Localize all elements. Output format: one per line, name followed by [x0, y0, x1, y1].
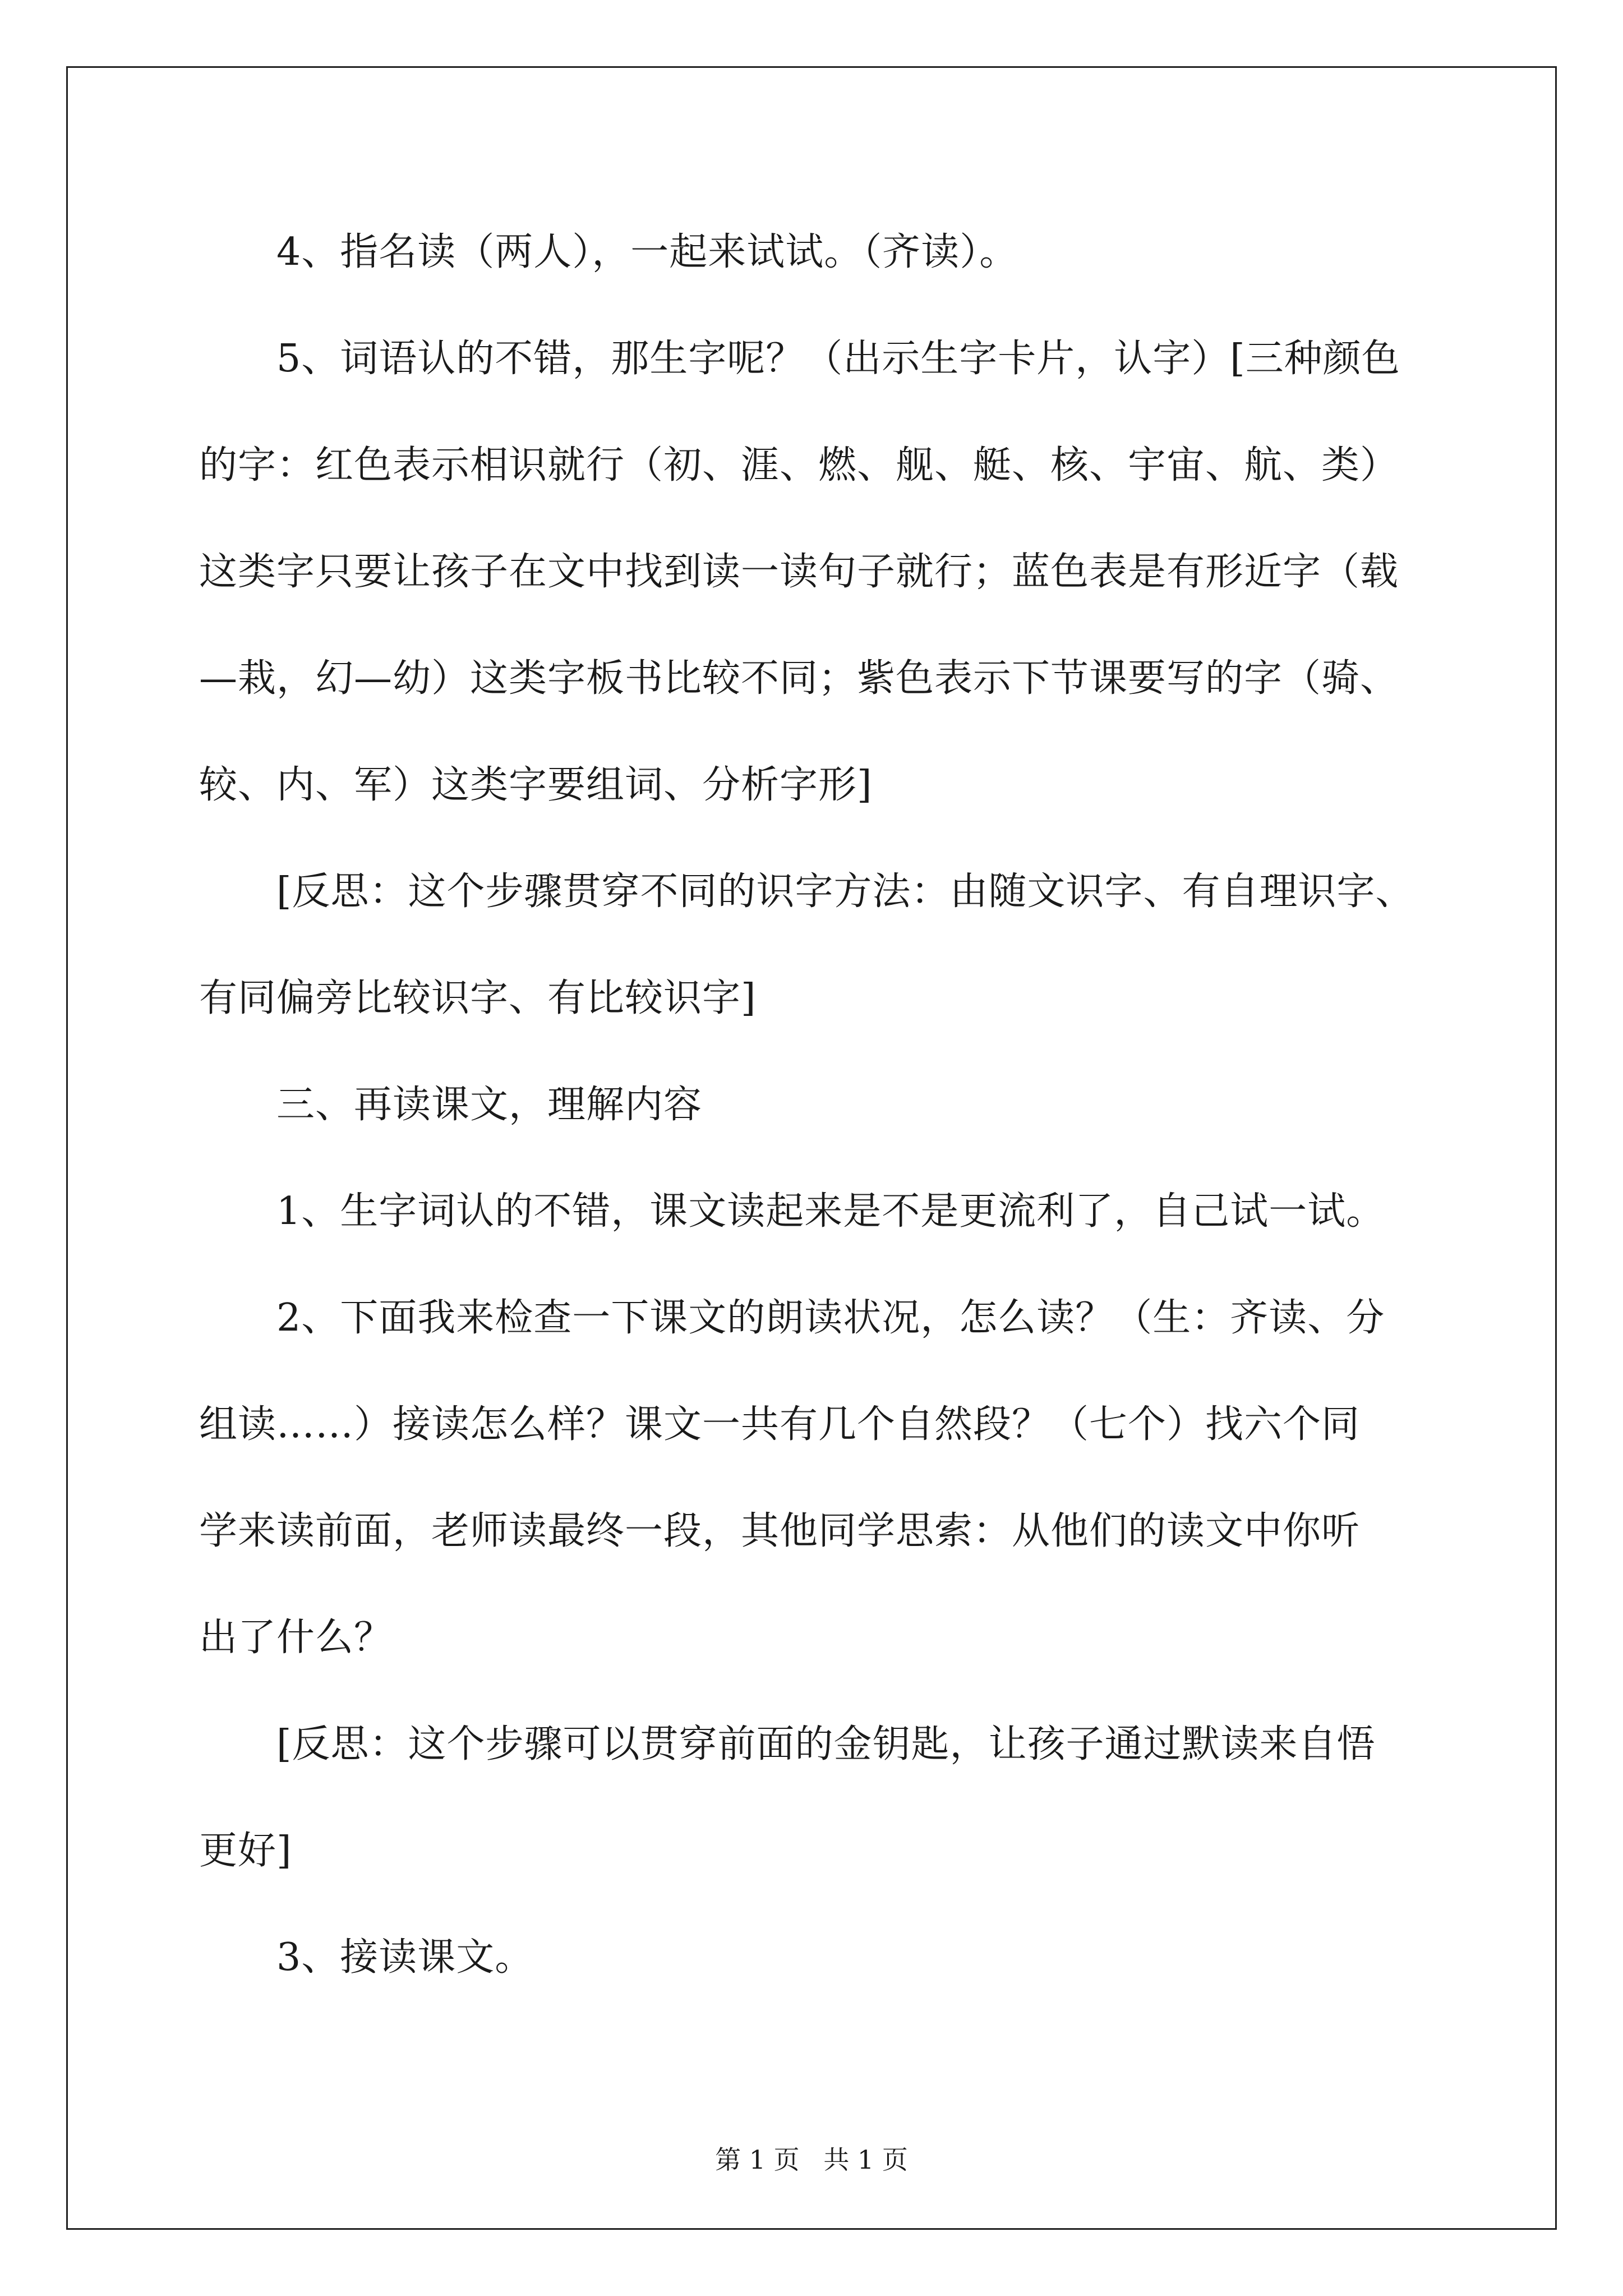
page-number: 第 1 页	[715, 2145, 800, 2175]
text-line: [反思：这个步骤可以贯穿前面的金钥匙，让孩子通过默读来自悟	[199, 1722, 1376, 1766]
text-line: 3、接读课文。	[199, 1935, 534, 1980]
page-border	[66, 66, 1557, 2230]
text-line: 更好]	[199, 1829, 292, 1873]
text-line: 2、下面我来检查一下课文的朗读状况，怎么读？（生：齐读、分	[199, 1296, 1385, 1340]
text-line: 有同偏旁比较识字、有比较识字]	[199, 976, 757, 1020]
text-line: 出了什么？	[199, 1616, 393, 1660]
text-line: 这类字只要让孩子在文中找到读一读句子就行；蓝色表是有形近字（载	[199, 550, 1399, 594]
text-line: —栽，幻—幼）这类字板书比较不同；紫色表示下节课要写的字（骑、	[199, 656, 1399, 701]
text-line: [反思：这个步骤贯穿不同的识字方法：由随文识字、有自理识字、	[199, 869, 1414, 914]
text-line: 学来读前面，老师读最终一段，其他同学思索：从他们的读文中你听	[199, 1509, 1361, 1553]
text-line: 1、生字词认的不错，课文读起来是不是更流利了，自己试一试。	[199, 1189, 1385, 1234]
section-heading: 三、再读课文，理解内容	[199, 1083, 703, 1127]
page-footer	[0, 2143, 1623, 2177]
text-line: 4、指名读（两人），一起来试试。（齐读）。	[199, 230, 1018, 274]
text-line: 较、内、军）这类字要组词、分析字形]	[199, 763, 873, 807]
text-line: 的字：红色表示相识就行（初、涯、燃、舰、艇、核、宇宙、航、类）	[199, 443, 1399, 487]
text-line: 5、词语认的不错，那生字呢？（出示生字卡片，认字）[三种颜色	[199, 337, 1400, 381]
text-line: 组读……）接读怎么样？课文一共有几个自然段？（七个）找六个同	[199, 1402, 1361, 1447]
page-total: 共 1 页	[823, 2145, 908, 2175]
